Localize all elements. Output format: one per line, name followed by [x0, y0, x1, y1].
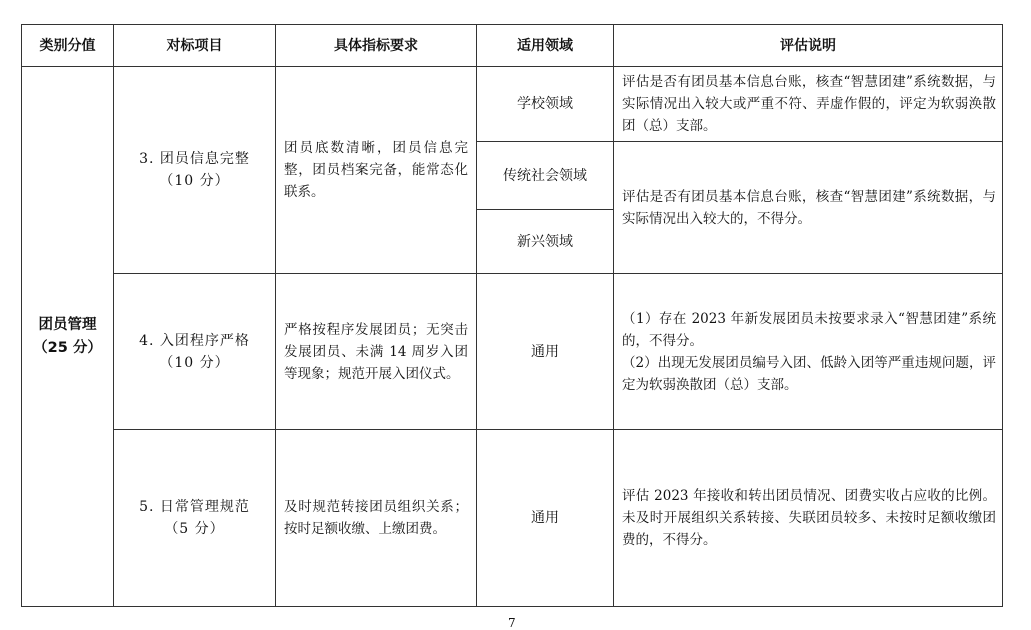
evaluation-cell [614, 274, 1003, 430]
table-row [22, 430, 1003, 607]
item-score: （5 分） [164, 521, 225, 537]
item-cell-3 [114, 67, 276, 274]
table-header-row [22, 25, 1003, 67]
table-row [22, 274, 1003, 430]
evaluation-line: （1）存在 2023 年新发展团员未按要求录入“智慧团建”系统的，不得分。 [622, 310, 996, 349]
item-score: （10 分） [159, 173, 230, 189]
item-score: （10 分） [159, 354, 230, 371]
item-name: 3. 团员信息完整 [139, 151, 250, 167]
category-cell [22, 67, 114, 607]
requirement-cell: 团员底数清晰，团员信息完整，团员档案完备，能常态化联系。 [276, 67, 477, 274]
evaluation-table [21, 24, 1003, 607]
requirement-cell: 严格按程序发展团员；无突击发展团员、未满 14 周岁入团等现象；规范开展入团仪式。 [276, 274, 477, 430]
item-cell-4 [114, 274, 276, 430]
evaluation-cell: 评估是否有团员基本信息台账，核查“智慧团建”系统数据，与实际情况出入较大或严重不符、弄虚作假的，评定为软弱涣散团（总）支部。 [614, 67, 1003, 142]
page-number: 7 [508, 616, 516, 630]
table-row [22, 67, 1003, 142]
field-cell: 传统社会领域 [477, 142, 614, 210]
category-score: （25 分） [33, 339, 102, 356]
header-category-score: 类别分值 [22, 25, 114, 67]
evaluation-cell: 评估 2023 年接收和转出团员情况、团费实收占应收的比例。未及时开展组织关系转接、失联团员较多、未按时足额收缴团费的，不得分。 [614, 430, 1003, 607]
requirement-cell: 及时规范转接团员组织关系；按时足额收缴、上缴团费。 [276, 430, 477, 607]
header-indicator-requirements: 具体指标要求 [276, 25, 477, 67]
field-cell: 通用 [477, 430, 614, 607]
field-cell: 通用 [477, 274, 614, 430]
item-cell-5 [114, 430, 276, 607]
header-benchmark-item: 对标项目 [114, 25, 276, 67]
evaluation-line: （2）出现无发展团员编号入团、低龄入团等严重违规问题，评定为软弱涣散团（总）支部。 [622, 354, 996, 393]
field-cell: 学校领域 [477, 67, 614, 142]
field-cell: 新兴领域 [477, 210, 614, 274]
category-name: 团员管理 [38, 316, 97, 333]
evaluation-cell: 评估是否有团员基本信息台账，核查“智慧团建”系统数据，与实际情况出入较大的，不得分。 [614, 142, 1003, 274]
header-applicable-field: 适用领域 [477, 25, 614, 67]
item-name: 4. 入团程序严格 [139, 332, 250, 349]
header-evaluation-notes: 评估说明 [614, 25, 1003, 67]
item-name: 5. 日常管理规范 [139, 499, 250, 515]
